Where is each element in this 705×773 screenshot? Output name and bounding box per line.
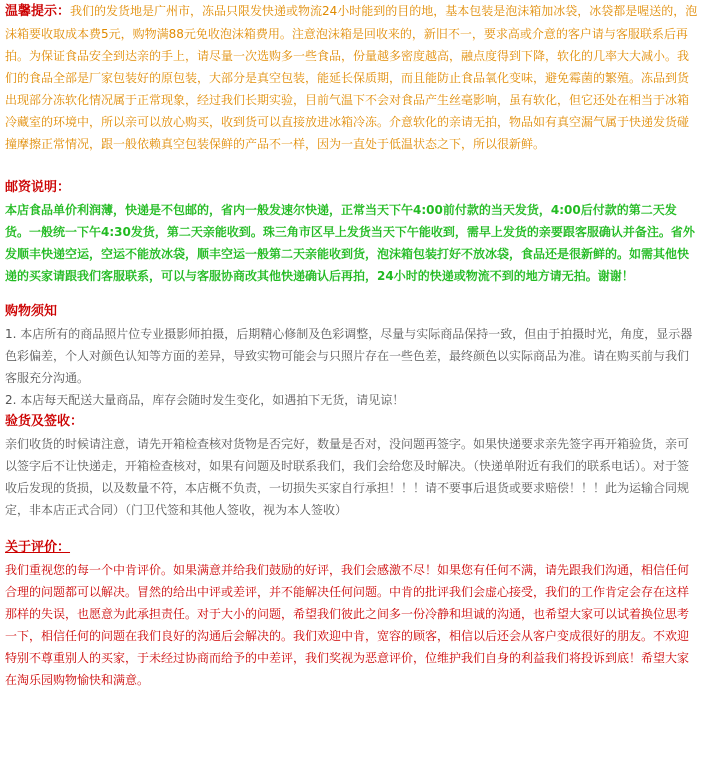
purchase-section (5, 287, 699, 411)
notice-paragraph (5, 0, 699, 155)
notice-body: 我们的发货地是广州市，冻品只限发快递或物流24小时能到的目的地，基本包装是泡沫箱加冰袋，冰袋都是喔送的，泡沫箱要收取成本费5元，购物满88元免收泡沫箱费用。注意泡沫箱是回收来的，新旧不一，要求高或介意的客户请与客服联系后再拍。为保证食品安全到达亲的手上，请尽量一次选购多一些食品，份量越多密度越高，融点度得到下降，软化的几率大大减小。我们的食品全部是厂家包装好的原包装，大部分是真空包装，能延长保质期，而且能防止食品氧化变味，避免霉菌的繁殖。冻品到货出现部分冻软化情况属于正常现象，经过我们长期实验，目前气温下不会对食品产生丝毫影响，虽有软化，但它还处在相当于冰箱冷藏室的环境中，所以亲可以放心购买，收到货可以直接放进冰箱冷冻。介意软化的亲请无拍，物品如有真空漏气属于快递发货碰撞摩擦正常情况，跟一般依赖真空包装保鲜的产品不一样，因为一直处于低温状态之下，所以很新鲜。 (5, 4, 698, 151)
shipping-body: 本店食品单价利润薄，快递是不包邮的，省内一般发速尔快递，正常当天下午4:00前付款的当天发货，4:00后付款的第二天发货。一般统一下午4:30发货，第二天亲能收到。珠三角市区早上发货当天下午能收到，需早上发货的亲要跟客服确认并备注。省外发顺丰快递空运，空运不能放冰袋，顺丰空运一般第二天亲能收到货，泡沫箱包装打好不放冰袋，食品还是很新鲜的。如需其他快递的买家请跟我们客服联系，可以与客服协商改其他快递确认后再拍，24小时的快递或物流不到的地方请无拍。谢谢！ (5, 203, 695, 283)
shipping-title: 邮资说明： (5, 180, 71, 195)
purchase-item-2: 2. 本店每天配送大量商品，库存会随时发生变化，如遇拍下无货，请见谅！ (5, 393, 405, 407)
inspection-body: 亲们收货的时候请注意，请先开箱检查核对货物是否完好，数量是否对，没问题再签字。如果快递要求亲先签字再开箱验货，亲可以签字后不让快递走，开箱检查核对，如果有问题及时联系我们，我们会给您及时解决。（快递单附近有我们的联系电话）。对于签收后发现的货损，以及数量不符，本店概不负责，一切损失买家自行承担！！！请不要事后退货或要求赔偿！！！此为运输合同规定，非本店正式合同）（门卫代签和其他人签收，视为本人签收） (5, 437, 690, 517)
inspection-title: 验货及签收： (5, 414, 84, 429)
inspection-section (5, 411, 699, 521)
notice-section (5, 0, 699, 155)
review-section (5, 521, 699, 691)
purchase-item-1: 1. 本店所有的商品照片位专业摄影师拍摄，后期精心修制及色彩调整，尽量与实际商品保持一致，但由于拍摄时光，角度，显示器色彩偏差，个人对颜色认知等方面的差异，导致实物可能会与只照片存在一些色差，最终颜色以实际商品为准。请在购买前与我们客服充分沟通。 (5, 327, 693, 385)
shipping-section (5, 155, 699, 287)
review-title: 关于评价： (5, 540, 71, 555)
notice-title: 温馨提示： (5, 4, 71, 19)
purchase-title: 购物须知 (5, 304, 58, 319)
review-body: 我们重视您的每一个中肯评价。如果满意并给我们鼓励的好评，我们会感激不尽！如果您有任何不满，请先跟我们沟通，相信任何合理的问题都可以解决。冒然的给出中评或差评，并不能解决任何问题。中肯的批评我们会虚心接受，我们的工作肯定会存在这样那样的失误，也愿意为此承担责任。对于大小的问题，希望我们彼此之间多一份冷静和坦诚的沟通，也希望大家可以试着换位思考一下，相信任何的问题在我们良好的沟通后会解决的。我们欢迎中肯，宽容的顾客，相信以后还会从客户变成很好的朋友。不欢迎特别不尊重别人的买家，于未经过协商而给予的中差评，我们奖视为恶意评价，位维护我们自身的利益我们将投诉到底！希望大家在淘乐园购物愉快和满意。 (5, 563, 690, 687)
